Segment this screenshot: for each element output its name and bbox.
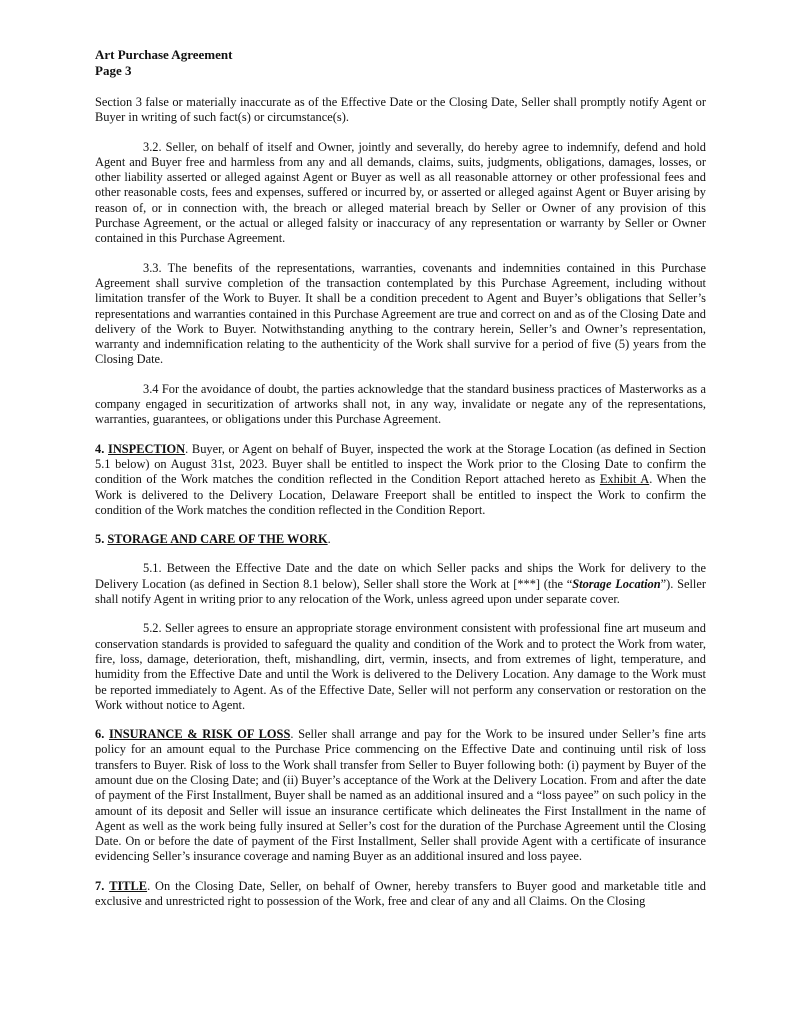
section-7-title [95,879,706,910]
section-5-title: STORAGE AND CARE OF THE WORK [107,532,328,547]
paragraph-3-4: 3.4 For the avoidance of doubt, the parties acknowledge that the standard business practices of Masterworks as a company engaged in securitization of artworks shall not, in any way, invalidate or negate any of the representations, warranties, guarantees, or obligations under this Purchase Agreement. [95,381,706,427]
document-title: Art Purchase Agreement [95,47,233,62]
continued-paragraph: Section 3 false or materially inaccurate as of the Effective Date or the Closing Date, Seller shall promptly notify Agent or Buyer in writing of such fact(s) or circumstance(s). [95,95,706,125]
section-4-text-b: . When the Work is delivered to the Delivery Location, Delaware Freeport shall be entitled to inspect the Work to confirm the condition of the Work matches the condition reflected in the Condition Report. [95,472,706,517]
section-6-title: INSURANCE & RISK OF LOSS [108,727,291,742]
paragraph-5-1-text-a: 5.1. Between the Effective Date and the date on which Seller packs and ships the Work for delivery to the Delivery Location (as defined in Section 8.1 below), Seller shall store the Work at [***] (the “ [95,561,706,591]
section-4-title: INSPECTION [108,441,186,456]
section-6-text: . Seller shall arrange and pay for the Work to be insured under Seller’s fine arts policy for an amount equal to the Purchase Price commencing on the Effective Date and continuing until risk of loss transfers to Buyer. Risk of loss to the Work shall transfer from Seller to Buyer following both: (i) payment by Buyer of the amount due on the Closing Date; and (ii) Buyer’s acceptance of the Work at the Delivery Location. From and after the date of payment of the First Installment, Buyer shall be named as an additional insured and a “loss payee” on such policy in the amount of its deposit and Seller will issue an insurance certificate which delineates the First Installment in the name of Agent as well as the work being fully insured at Seller’s cost for the duration of the Purchase Agreement until the Closing Date. On or before the date of payment of the First Installment, Seller shall provide Agent with a certificate of insurance evidencing Seller’s insurance coverage and naming Buyer as an additional insured and loss payee. [95,727,706,864]
section-4-number: 4. [95,441,105,456]
paragraph-3-3: 3.3. The benefits of the representations, warranties, covenants and indemnities contained in this Purchase Agreement shall survive completion of the transaction contemplated by this Purchase Agreement, including without limitation transfer of the Work to Buyer. It shall be a condition precedent to Agent and Buyer’s obligations that Seller’s representations and warranties contained in this Purchase Agreement are true and correct on and as of the Closing Date and delivery of the Work to Buyer. Notwithstanding anything to the contrary herein, Seller’s and Owner’s representation, warranty and indemnification relating to the authenticity of the Work shall survive for a period of five (5) years from the Closing Date. [95,260,706,367]
section-5-number: 5. [95,532,105,547]
section-5-title-end: . [327,532,331,547]
section-7-text: . On the Closing Date, Seller, on behalf of Owner, hereby transfers to Buyer good and marketable title and exclusive and unrestricted right to possession of the Work, free and clear of any and all Claims. On the Closing [95,878,706,909]
section-7-heading: TITLE [109,878,148,893]
page-header [95,47,232,79]
section-4-inspection [95,442,706,518]
paragraph-5-2: 5.2. Seller agrees to ensure an appropriate storage environment consistent with professional fine art museum and conservation standards is provided to safeguard the quality and condition of the Work and to protect the Work from water, fire, loss, damage, deterioration, theft, mishandling, dirt, vermin, insects, and from extremes of light, temperature, and humidity from the Effective Date and until the Work is delivered to the Delivery Location. Any damage to the Work must be reported immediately to Agent. As of the Effective Date, Seller will not perform any conservation or restoration on the Work without notice to Agent. [95,621,706,712]
section-6-insurance [95,727,706,865]
section-5-heading [95,532,706,547]
section-6-number: 6. [95,727,105,742]
paragraph-3-2: 3.2. Seller, on behalf of itself and Owner, jointly and severally, do hereby agree to indemnify, defend and hold Agent and Buyer free and harmless from any and all demands, claims, suits, judgments, obligations, damages, losses, or other liability asserted or alleged against Agent or Buyer as well as all reasonable attorney or other professional fees and other reasonable costs, fees and expenses, suffered or incurred by, or asserted or alleged against Agent or Buyer arising by reason of, or in connection with, the breach or alleged material breach by Seller or Owner of any provision of this Purchase Agreement, or the actual or alleged falsity or inaccuracy of any representation or warranty by Seller or Owner contained in this Purchase Agreement. [95,139,706,246]
section-4-text-a: . Buyer, or Agent on behalf of Buyer, inspected the work at the Storage Location (as defined in Section 5.1 below) on August 31st, 2023. Buyer shall be entitled to inspect the Work prior to the Closing Date to confirm the condition of the Work matches the condition reflected in the Condition Report attached hereto as [95,441,706,487]
document-body [95,95,706,923]
storage-location-term: Storage Location [572,576,661,591]
paragraph-5-1-text-b: ”). Seller shall notify Agent in writing prior to any relocation of the Work, unless agreed upon under separate cover. [95,576,706,607]
exhibit-a-reference: Exhibit A [599,472,650,487]
section-7-number: 7. [95,878,105,893]
paragraph-5-1 [95,561,706,607]
page-number: Page 3 [95,63,132,78]
